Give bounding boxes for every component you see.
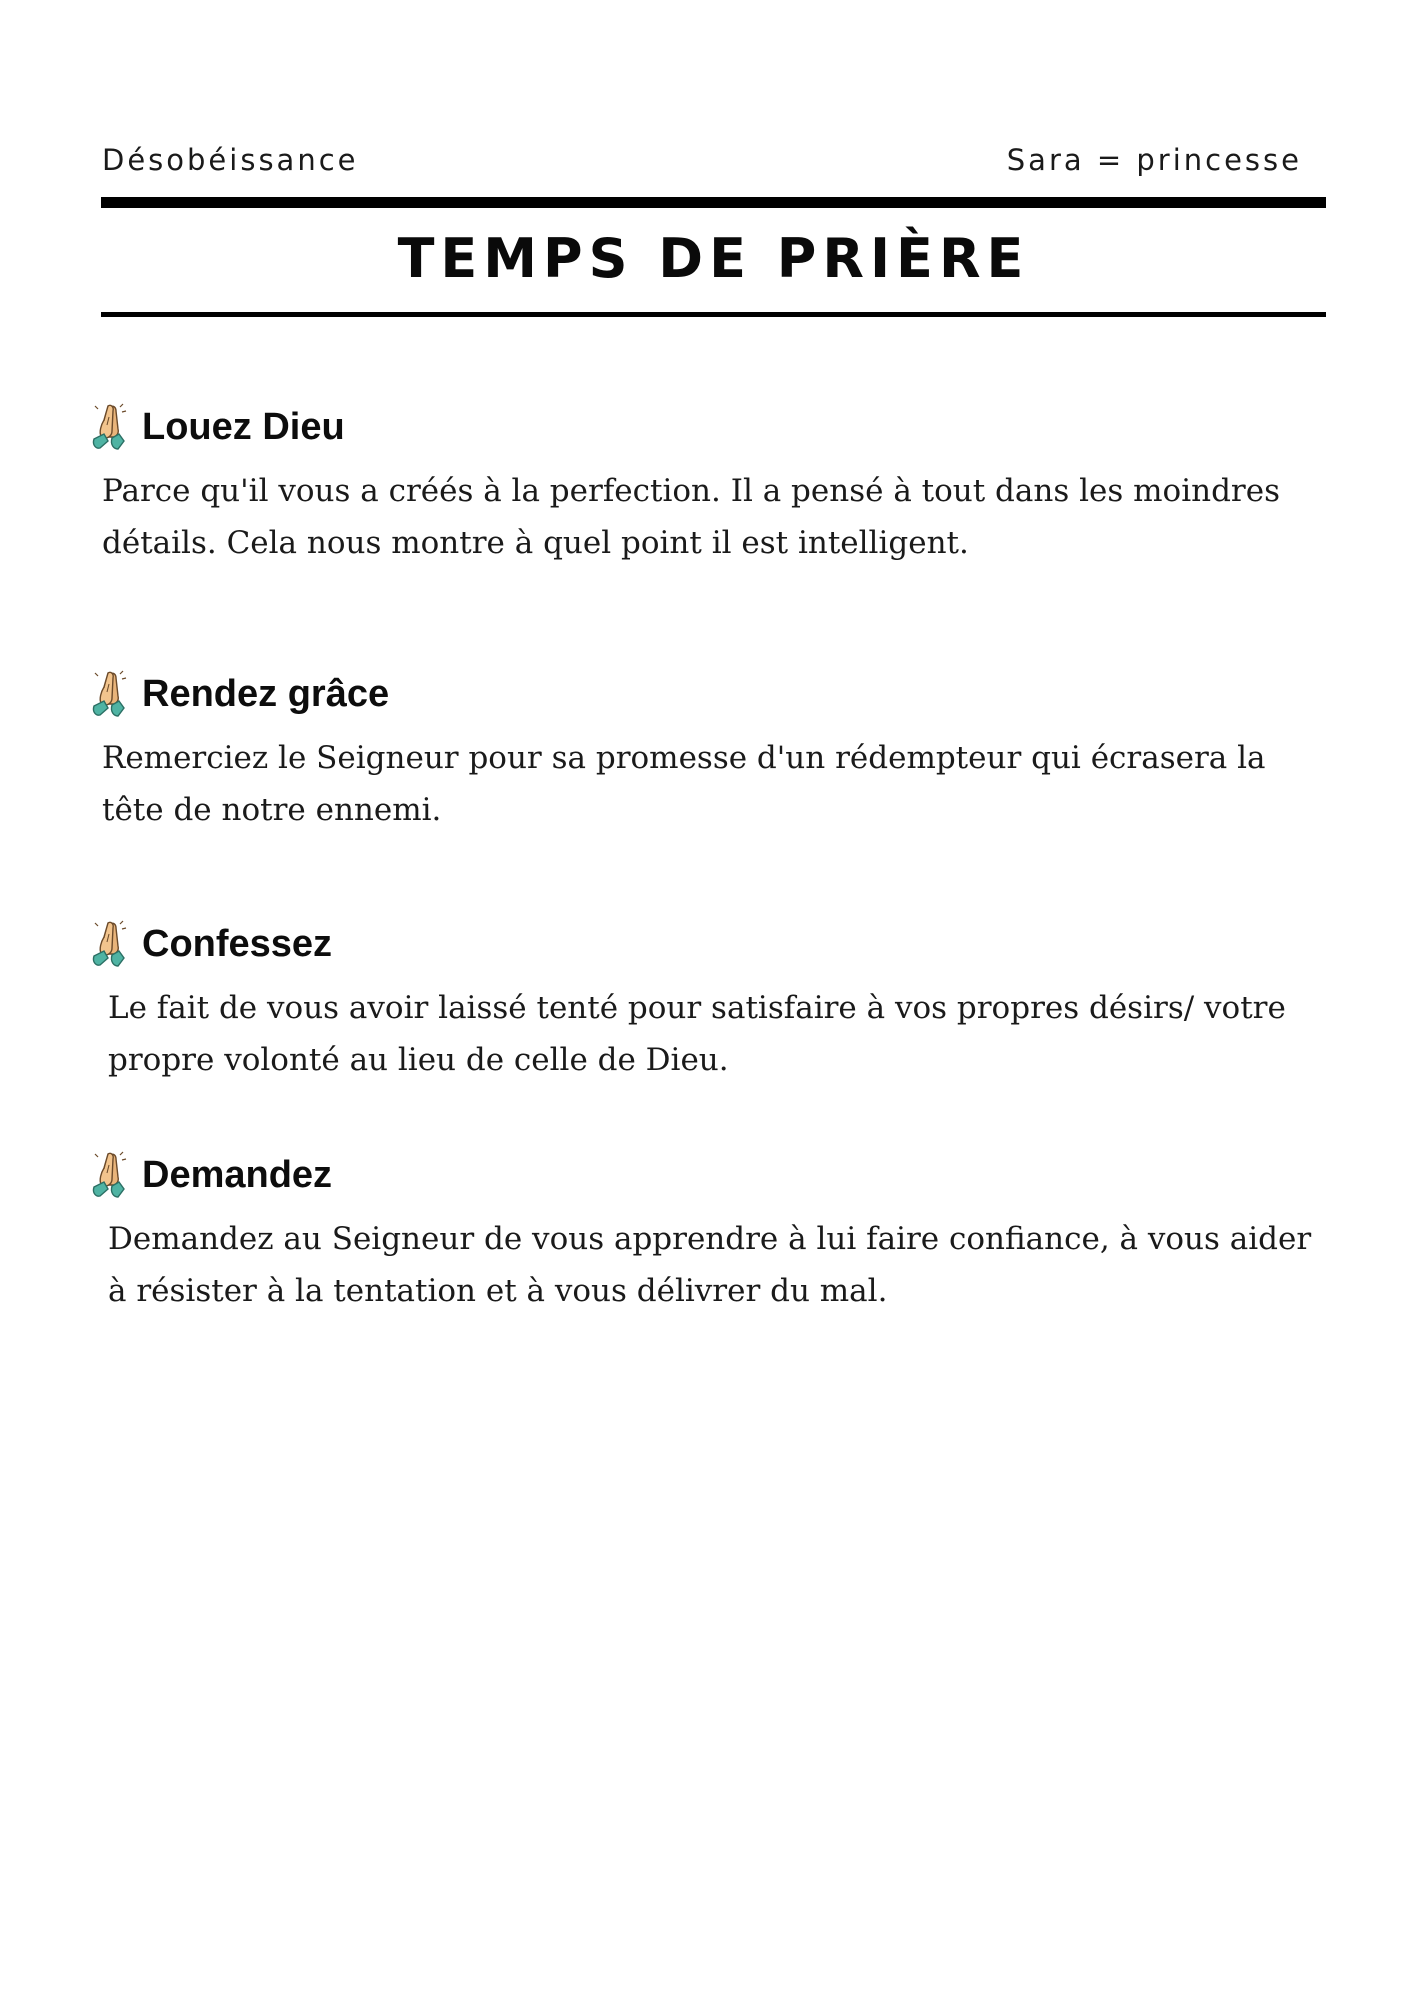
prayer-section-thanks bbox=[88, 668, 1328, 836]
section-body: Le fait de vous avoir laissé tenté pour satisfaire à vos propres désirs/ votre propre volonté au lieu de celle de Dieu. bbox=[108, 990, 1286, 1078]
section-body: Remerciez le Seigneur pour sa promesse d'un rédempteur qui écrasera la tête de notre ennemi. bbox=[102, 740, 1266, 828]
section-title: Confessez bbox=[142, 923, 333, 965]
prayer-section-praise bbox=[88, 401, 1328, 569]
section-header bbox=[88, 1149, 1328, 1205]
section-title: Louez Dieu bbox=[142, 406, 345, 448]
header-name-meaning: Sara = princesse bbox=[1006, 143, 1302, 177]
header-topic: Désobéissance bbox=[102, 143, 359, 177]
page-title: TEMPS DE PRIÈRE bbox=[397, 227, 1030, 290]
section-header bbox=[88, 401, 1328, 457]
praying-hands-icon bbox=[88, 920, 132, 970]
top-rule bbox=[101, 197, 1326, 208]
section-body: Parce qu'il vous a créés à la perfection. Il a pensé à tout dans les moindres détails. Cela nous montre à quel point il est intelligent. bbox=[102, 473, 1280, 561]
section-title: Rendez grâce bbox=[142, 673, 390, 715]
prayer-section-confess bbox=[88, 918, 1328, 1086]
section-body: Demandez au Seigneur de vous apprendre à lui faire confiance, à vous aider à résister à la tentation et à vous délivrer du mal. bbox=[108, 1221, 1312, 1309]
praying-hands-icon bbox=[88, 403, 132, 453]
section-header bbox=[88, 918, 1328, 974]
praying-hands-icon bbox=[88, 670, 132, 720]
section-header bbox=[88, 668, 1328, 724]
section-title: Demandez bbox=[142, 1154, 333, 1196]
bottom-rule bbox=[101, 312, 1326, 317]
praying-hands-icon bbox=[88, 1151, 132, 1201]
prayer-section-ask bbox=[88, 1149, 1328, 1317]
